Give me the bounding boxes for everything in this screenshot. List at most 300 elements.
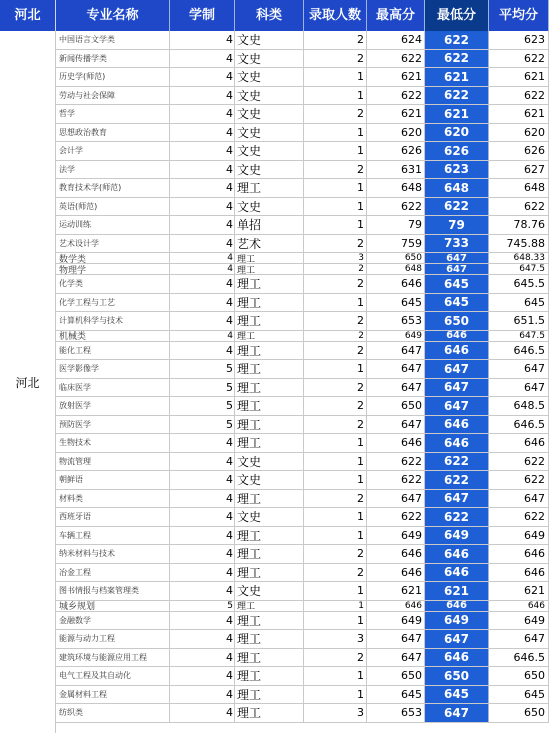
cell-name[interactable]: 化学类 [56, 275, 170, 293]
cell-max[interactable]: 622 [367, 508, 425, 526]
cell-avg[interactable]: 646.5 [489, 342, 549, 360]
cell-name[interactable]: 西班牙语 [56, 508, 170, 526]
cell-type[interactable]: 理工 [235, 342, 304, 360]
cell-max[interactable]: 646 [367, 275, 425, 293]
cell-name[interactable]: 城乡规划 [56, 601, 170, 611]
cell-min[interactable]: 622 [425, 87, 489, 105]
cell-count[interactable]: 2 [304, 331, 367, 341]
header-name[interactable]: 专业名称 [56, 0, 170, 31]
cell-name[interactable]: 哲学 [56, 105, 170, 123]
cell-name[interactable]: 生物技术 [56, 434, 170, 452]
cell-avg[interactable]: 647 [489, 630, 549, 648]
cell-count[interactable]: 2 [304, 50, 367, 68]
cell-name[interactable]: 朝鲜语 [56, 471, 170, 489]
cell-name[interactable]: 运动训练 [56, 216, 170, 234]
cell-avg[interactable]: 627 [489, 161, 549, 179]
header-years[interactable]: 学制 [170, 0, 235, 31]
cell-avg[interactable]: 626 [489, 142, 549, 160]
table-row [56, 601, 549, 612]
cell-min[interactable]: 649 [425, 527, 489, 545]
cell-years[interactable]: 4 [170, 294, 235, 312]
table-row [56, 235, 549, 254]
cell-max[interactable]: 624 [367, 31, 425, 49]
cell-min[interactable]: 647 [425, 490, 489, 508]
cell-years[interactable]: 4 [170, 31, 235, 49]
cell-max[interactable]: 645 [367, 294, 425, 312]
cell-min[interactable]: 648 [425, 179, 489, 197]
cell-type[interactable]: 文史 [235, 453, 304, 471]
table-row [56, 342, 549, 361]
cell-name[interactable]: 金属材料工程 [56, 686, 170, 704]
cell-max[interactable]: 648 [367, 179, 425, 197]
table-row [56, 312, 549, 331]
cell-years[interactable]: 5 [170, 379, 235, 397]
cell-min[interactable]: 646 [425, 564, 489, 582]
cell-name[interactable]: 预防医学 [56, 416, 170, 434]
cell-count[interactable]: 1 [304, 434, 367, 452]
cell-name[interactable]: 医学影像学 [56, 360, 170, 378]
cell-type[interactable]: 艺术 [235, 235, 304, 253]
cell-min[interactable]: 79 [425, 216, 489, 234]
cell-years[interactable]: 4 [170, 87, 235, 105]
cell-min[interactable]: 646 [425, 331, 489, 341]
cell-avg[interactable]: 647.5 [489, 331, 549, 341]
cell-max[interactable]: 622 [367, 471, 425, 489]
cell-avg[interactable]: 622 [489, 471, 549, 489]
cell-years[interactable]: 4 [170, 105, 235, 123]
cell-max[interactable]: 759 [367, 235, 425, 253]
cell-avg[interactable]: 649 [489, 612, 549, 630]
cell-count[interactable]: 1 [304, 582, 367, 600]
cell-min[interactable]: 645 [425, 294, 489, 312]
cell-max[interactable]: 626 [367, 142, 425, 160]
cell-max[interactable]: 647 [367, 416, 425, 434]
cell-type[interactable]: 理工 [235, 312, 304, 330]
cell-years[interactable]: 4 [170, 179, 235, 197]
cell-avg[interactable]: 622 [489, 87, 549, 105]
cell-count[interactable]: 2 [304, 275, 367, 293]
cell-count[interactable]: 3 [304, 253, 367, 263]
cell-avg[interactable]: 648.33 [489, 253, 549, 263]
cell-type[interactable]: 理工 [235, 667, 304, 685]
header-type[interactable]: 科类 [235, 0, 304, 31]
table-row [56, 105, 549, 124]
cell-type[interactable]: 理工 [235, 490, 304, 508]
table-row [56, 124, 549, 143]
cell-years[interactable]: 4 [170, 453, 235, 471]
cell-min[interactable]: 646 [425, 342, 489, 360]
cell-type[interactable]: 文史 [235, 142, 304, 160]
cell-type[interactable]: 文史 [235, 198, 304, 216]
cell-type[interactable]: 理工 [235, 179, 304, 197]
cell-count[interactable]: 1 [304, 142, 367, 160]
cell-type[interactable]: 理工 [235, 416, 304, 434]
cell-avg[interactable]: 622 [489, 198, 549, 216]
cell-years[interactable]: 4 [170, 649, 235, 667]
cell-avg[interactable]: 78.76 [489, 216, 549, 234]
cell-years[interactable]: 4 [170, 264, 235, 274]
cell-max[interactable]: 645 [367, 686, 425, 704]
cell-max[interactable]: 653 [367, 704, 425, 722]
cell-type[interactable]: 文史 [235, 87, 304, 105]
cell-years[interactable]: 4 [170, 686, 235, 704]
cell-max[interactable]: 621 [367, 105, 425, 123]
cell-type[interactable]: 理工 [235, 264, 304, 274]
header-count[interactable]: 录取人数 [304, 0, 367, 31]
cell-avg[interactable]: 646 [489, 545, 549, 563]
cell-avg[interactable]: 745.88 [489, 235, 549, 253]
cell-avg[interactable]: 621 [489, 68, 549, 86]
cell-name[interactable]: 材料类 [56, 490, 170, 508]
cell-count[interactable]: 1 [304, 294, 367, 312]
cell-years[interactable]: 5 [170, 416, 235, 434]
cell-count[interactable]: 3 [304, 630, 367, 648]
cell-type[interactable]: 理工 [235, 545, 304, 563]
cell-min[interactable]: 646 [425, 434, 489, 452]
cell-min[interactable]: 733 [425, 235, 489, 253]
cell-max[interactable]: 631 [367, 161, 425, 179]
cell-count[interactable]: 1 [304, 360, 367, 378]
cell-type[interactable]: 理工 [235, 601, 304, 611]
cell-name[interactable]: 思想政治教育 [56, 124, 170, 142]
table-row [56, 275, 549, 294]
cell-min[interactable]: 649 [425, 612, 489, 630]
cell-count[interactable]: 2 [304, 312, 367, 330]
cell-type[interactable]: 文史 [235, 508, 304, 526]
cell-type[interactable]: 文史 [235, 50, 304, 68]
cell-max[interactable]: 647 [367, 379, 425, 397]
province-cell[interactable]: 河北 [0, 31, 56, 733]
cell-avg[interactable]: 647 [489, 490, 549, 508]
cell-count[interactable]: 2 [304, 342, 367, 360]
cell-years[interactable]: 4 [170, 68, 235, 86]
cell-avg[interactable]: 645 [489, 294, 549, 312]
cell-min[interactable]: 645 [425, 275, 489, 293]
cell-name[interactable]: 电气工程及其自动化 [56, 667, 170, 685]
table-row [56, 686, 549, 705]
cell-min[interactable]: 622 [425, 50, 489, 68]
cell-count[interactable]: 1 [304, 508, 367, 526]
cell-min[interactable]: 650 [425, 312, 489, 330]
cell-max[interactable]: 650 [367, 397, 425, 415]
cell-min[interactable]: 621 [425, 68, 489, 86]
cell-max[interactable]: 622 [367, 50, 425, 68]
cell-max[interactable]: 622 [367, 453, 425, 471]
cell-min[interactable]: 623 [425, 161, 489, 179]
cell-type[interactable]: 理工 [235, 360, 304, 378]
cell-type[interactable]: 理工 [235, 275, 304, 293]
cell-years[interactable]: 4 [170, 312, 235, 330]
cell-min[interactable]: 620 [425, 124, 489, 142]
cell-count[interactable]: 2 [304, 264, 367, 274]
cell-name[interactable]: 能化工程 [56, 342, 170, 360]
cell-min[interactable]: 650 [425, 667, 489, 685]
cell-min[interactable]: 622 [425, 31, 489, 49]
cell-avg[interactable]: 647 [489, 379, 549, 397]
cell-name[interactable]: 物理学 [56, 264, 170, 274]
cell-avg[interactable]: 646.5 [489, 649, 549, 667]
cell-max[interactable]: 647 [367, 342, 425, 360]
cell-years[interactable]: 4 [170, 161, 235, 179]
cell-max[interactable]: 646 [367, 545, 425, 563]
cell-avg[interactable]: 648 [489, 179, 549, 197]
cell-count[interactable]: 1 [304, 612, 367, 630]
cell-type[interactable]: 理工 [235, 649, 304, 667]
header-max[interactable]: 最高分 [367, 0, 425, 31]
cell-max[interactable]: 647 [367, 630, 425, 648]
cell-type[interactable]: 理工 [235, 331, 304, 341]
table-row [56, 68, 549, 87]
cell-years[interactable]: 4 [170, 235, 235, 253]
cell-max[interactable]: 650 [367, 253, 425, 263]
cell-type[interactable]: 文史 [235, 31, 304, 49]
cell-years[interactable]: 4 [170, 124, 235, 142]
cell-type[interactable]: 文史 [235, 68, 304, 86]
header-avg[interactable]: 平均分 [489, 0, 549, 31]
cell-avg[interactable]: 620 [489, 124, 549, 142]
cell-min[interactable]: 646 [425, 416, 489, 434]
cell-avg[interactable]: 647 [489, 360, 549, 378]
cell-type[interactable]: 单招 [235, 216, 304, 234]
table-row [56, 253, 549, 264]
cell-max[interactable]: 650 [367, 667, 425, 685]
cell-avg[interactable]: 645.5 [489, 275, 549, 293]
cell-years[interactable]: 4 [170, 630, 235, 648]
cell-min[interactable]: 622 [425, 471, 489, 489]
cell-avg[interactable]: 651.5 [489, 312, 549, 330]
cell-min[interactable]: 621 [425, 105, 489, 123]
cell-type[interactable]: 理工 [235, 630, 304, 648]
cell-type[interactable]: 理工 [235, 527, 304, 545]
cell-min[interactable]: 647 [425, 253, 489, 263]
cell-max[interactable]: 653 [367, 312, 425, 330]
cell-avg[interactable]: 650 [489, 704, 549, 722]
cell-max[interactable]: 649 [367, 612, 425, 630]
cell-avg[interactable]: 621 [489, 582, 549, 600]
table-row [56, 630, 549, 649]
cell-min[interactable]: 646 [425, 601, 489, 611]
table-row [56, 142, 549, 161]
cell-avg[interactable]: 622 [489, 508, 549, 526]
cell-min[interactable]: 646 [425, 545, 489, 563]
cell-type[interactable]: 理工 [235, 564, 304, 582]
cell-name[interactable]: 金融数学 [56, 612, 170, 630]
cell-max[interactable]: 646 [367, 564, 425, 582]
cell-years[interactable]: 4 [170, 704, 235, 722]
cell-years[interactable]: 4 [170, 545, 235, 563]
cell-count[interactable]: 2 [304, 490, 367, 508]
cell-count[interactable]: 1 [304, 216, 367, 234]
cell-years[interactable]: 4 [170, 582, 235, 600]
cell-max[interactable]: 79 [367, 216, 425, 234]
cell-name[interactable]: 建筑环境与能源应用工程 [56, 649, 170, 667]
cell-name[interactable]: 放射医学 [56, 397, 170, 415]
cell-type[interactable]: 理工 [235, 397, 304, 415]
cell-min[interactable]: 622 [425, 453, 489, 471]
cell-type[interactable]: 文史 [235, 124, 304, 142]
cell-years[interactable]: 4 [170, 142, 235, 160]
cell-max[interactable]: 649 [367, 331, 425, 341]
cell-name[interactable]: 法学 [56, 161, 170, 179]
cell-years[interactable]: 4 [170, 331, 235, 341]
cell-name[interactable]: 车辆工程 [56, 527, 170, 545]
cell-type[interactable]: 理工 [235, 434, 304, 452]
cell-avg[interactable]: 622 [489, 50, 549, 68]
cell-type[interactable]: 文史 [235, 161, 304, 179]
cell-type[interactable]: 文史 [235, 582, 304, 600]
cell-count[interactable]: 1 [304, 68, 367, 86]
cell-avg[interactable]: 649 [489, 527, 549, 545]
cell-years[interactable]: 5 [170, 397, 235, 415]
cell-max[interactable]: 622 [367, 198, 425, 216]
cell-name[interactable]: 机械类 [56, 331, 170, 341]
cell-min[interactable]: 647 [425, 379, 489, 397]
cell-min[interactable]: 647 [425, 360, 489, 378]
cell-name[interactable]: 中国语言文学类 [56, 31, 170, 49]
cell-count[interactable]: 2 [304, 161, 367, 179]
table-row [56, 50, 549, 69]
cell-count[interactable]: 1 [304, 124, 367, 142]
cell-years[interactable]: 4 [170, 198, 235, 216]
cell-count[interactable]: 1 [304, 87, 367, 105]
cell-min[interactable]: 647 [425, 264, 489, 274]
cell-count[interactable]: 2 [304, 397, 367, 415]
cell-name[interactable]: 计算机科学与技术 [56, 312, 170, 330]
cell-avg[interactable]: 645 [489, 686, 549, 704]
cell-count[interactable]: 1 [304, 198, 367, 216]
cell-count[interactable]: 1 [304, 686, 367, 704]
cell-max[interactable]: 646 [367, 601, 425, 611]
cell-name[interactable]: 数学类 [56, 253, 170, 263]
cell-type[interactable]: 理工 [235, 612, 304, 630]
cell-avg[interactable]: 648.5 [489, 397, 549, 415]
header-province[interactable]: 河北 [0, 0, 56, 31]
cell-name[interactable]: 冶金工程 [56, 564, 170, 582]
cell-type[interactable]: 理工 [235, 253, 304, 263]
cell-min[interactable]: 622 [425, 508, 489, 526]
table-row [56, 545, 549, 564]
cell-avg[interactable]: 646.5 [489, 416, 549, 434]
cell-type[interactable]: 文史 [235, 105, 304, 123]
cell-years[interactable]: 4 [170, 253, 235, 263]
cell-max[interactable]: 648 [367, 264, 425, 274]
cell-count[interactable]: 2 [304, 31, 367, 49]
cell-avg[interactable]: 646 [489, 564, 549, 582]
cell-name[interactable]: 临床医学 [56, 379, 170, 397]
cell-years[interactable]: 4 [170, 434, 235, 452]
cell-count[interactable]: 1 [304, 527, 367, 545]
cell-type[interactable]: 文史 [235, 471, 304, 489]
cell-max[interactable]: 647 [367, 360, 425, 378]
cell-avg[interactable]: 621 [489, 105, 549, 123]
cell-min[interactable]: 647 [425, 630, 489, 648]
cell-avg[interactable]: 622 [489, 453, 549, 471]
cell-count[interactable]: 1 [304, 453, 367, 471]
cell-type[interactable]: 理工 [235, 379, 304, 397]
cell-max[interactable]: 622 [367, 87, 425, 105]
cell-years[interactable]: 4 [170, 490, 235, 508]
cell-name[interactable]: 能源与动力工程 [56, 630, 170, 648]
cell-name[interactable]: 艺术设计学 [56, 235, 170, 253]
cell-years[interactable]: 4 [170, 216, 235, 234]
cell-count[interactable]: 2 [304, 416, 367, 434]
cell-avg[interactable]: 647.5 [489, 264, 549, 274]
cell-max[interactable]: 621 [367, 68, 425, 86]
cell-count[interactable]: 2 [304, 235, 367, 253]
cell-years[interactable]: 4 [170, 508, 235, 526]
cell-years[interactable]: 4 [170, 471, 235, 489]
cell-name[interactable]: 化学工程与工艺 [56, 294, 170, 312]
cell-min[interactable]: 646 [425, 649, 489, 667]
cell-min[interactable]: 622 [425, 198, 489, 216]
cell-max[interactable]: 620 [367, 124, 425, 142]
cell-name[interactable]: 图书情报与档案管理类 [56, 582, 170, 600]
cell-type[interactable]: 理工 [235, 294, 304, 312]
cell-years[interactable]: 4 [170, 275, 235, 293]
cell-name[interactable]: 劳动与社会保障 [56, 87, 170, 105]
header-min[interactable]: 最低分 [425, 0, 489, 31]
cell-avg[interactable]: 646 [489, 601, 549, 611]
cell-years[interactable]: 4 [170, 612, 235, 630]
cell-max[interactable]: 621 [367, 582, 425, 600]
cell-name[interactable]: 历史学(师范) [56, 68, 170, 86]
cell-name[interactable]: 新闻传播学类 [56, 50, 170, 68]
table-row [56, 471, 549, 490]
cell-years[interactable]: 5 [170, 601, 235, 611]
cell-count[interactable]: 1 [304, 179, 367, 197]
cell-max[interactable]: 649 [367, 527, 425, 545]
cell-years[interactable]: 5 [170, 360, 235, 378]
cell-count[interactable]: 2 [304, 105, 367, 123]
cell-name[interactable]: 会计学 [56, 142, 170, 160]
cell-min[interactable]: 621 [425, 582, 489, 600]
cell-min[interactable]: 647 [425, 704, 489, 722]
table-row [56, 564, 549, 583]
table-row [56, 331, 549, 342]
cell-years[interactable]: 4 [170, 342, 235, 360]
cell-avg[interactable]: 623 [489, 31, 549, 49]
cell-name[interactable]: 英语(师范) [56, 198, 170, 216]
cell-count[interactable]: 2 [304, 545, 367, 563]
cell-count[interactable]: 1 [304, 471, 367, 489]
cell-count[interactable]: 1 [304, 667, 367, 685]
cell-type[interactable]: 理工 [235, 704, 304, 722]
cell-min[interactable]: 626 [425, 142, 489, 160]
cell-years[interactable]: 4 [170, 667, 235, 685]
cell-name[interactable]: 纳米材料与技术 [56, 545, 170, 563]
cell-years[interactable]: 4 [170, 50, 235, 68]
cell-count[interactable]: 2 [304, 649, 367, 667]
cell-min[interactable]: 645 [425, 686, 489, 704]
cell-max[interactable]: 647 [367, 490, 425, 508]
cell-name[interactable]: 教育技术学(师范) [56, 179, 170, 197]
cell-name[interactable]: 纺织类 [56, 704, 170, 722]
cell-count[interactable]: 2 [304, 379, 367, 397]
cell-max[interactable]: 646 [367, 434, 425, 452]
cell-type[interactable]: 理工 [235, 686, 304, 704]
cell-max[interactable]: 647 [367, 649, 425, 667]
cell-avg[interactable]: 646 [489, 434, 549, 452]
cell-years[interactable]: 4 [170, 564, 235, 582]
cell-avg[interactable]: 650 [489, 667, 549, 685]
cell-count[interactable]: 3 [304, 704, 367, 722]
cell-name[interactable]: 物流管理 [56, 453, 170, 471]
cell-min[interactable]: 647 [425, 397, 489, 415]
table-row [56, 416, 549, 435]
cell-years[interactable]: 4 [170, 527, 235, 545]
cell-count[interactable]: 2 [304, 564, 367, 582]
cell-count[interactable]: 1 [304, 601, 367, 611]
